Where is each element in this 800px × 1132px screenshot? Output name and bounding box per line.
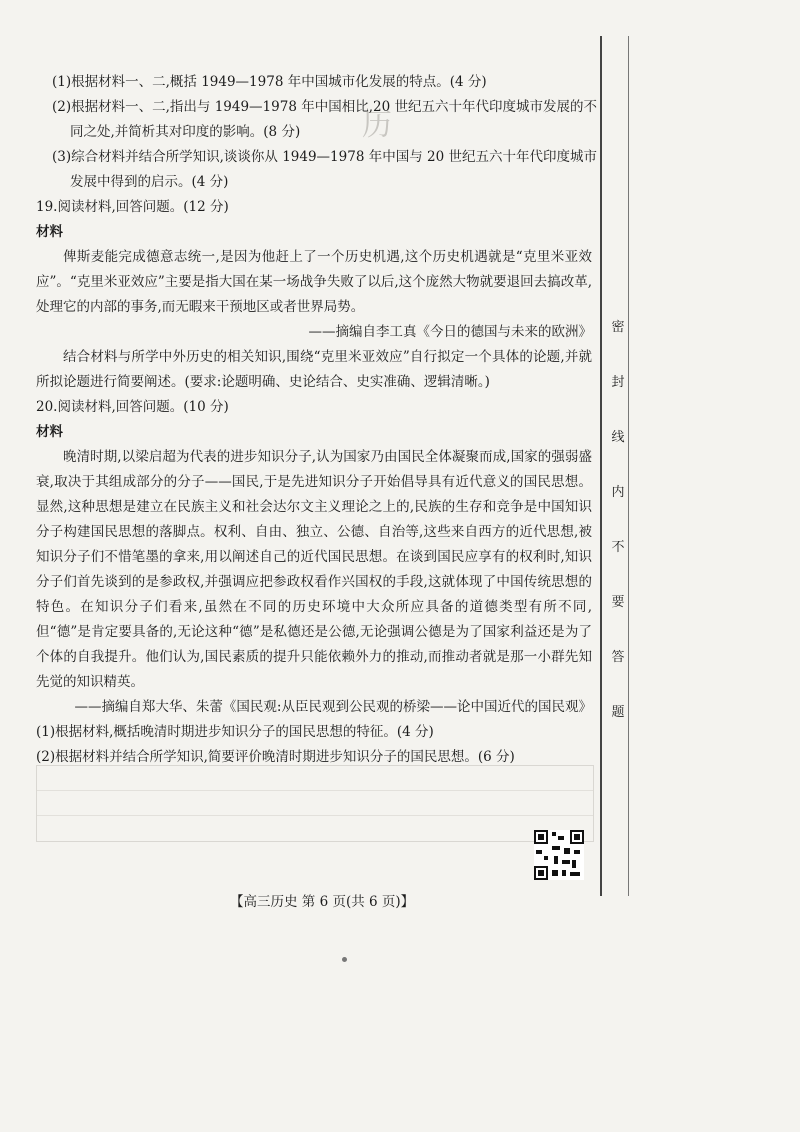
q19-material-label: 材料 xyxy=(36,224,63,240)
bleed-through-table xyxy=(36,765,594,842)
seal-warning xyxy=(606,320,630,760)
page-footer: 【高三历史 第 6 页(共 6 页)】 xyxy=(230,894,415,910)
q18-sub1: (1)根据材料一、二,概括 1949—1978 年中国城市化发展的特点。(4 分) xyxy=(52,74,487,90)
seal-char: 答 xyxy=(611,650,625,665)
seal-char: 内 xyxy=(611,485,625,500)
q19-task: 结合材料与所学中外历史的相关知识,围绕“克里米亚效应”自行拟定一个具体的论题,并就所拟论题进行简要阐述。(要求:论题明确、史论结合、史实准确、逻辑清晰。) xyxy=(36,349,592,390)
q18-sub3-line2: 发展中得到的启示。(4 分) xyxy=(70,174,229,190)
exam-content xyxy=(36,70,597,770)
q18-sub3-line1: (3)综合材料并结合所学知识,谈谈你从 1949—1978 年中国与 20 世纪五六十年代印度城市 xyxy=(52,149,597,165)
q19-header: 19.阅读材料,回答问题。(12 分) xyxy=(36,199,229,215)
seal-char: 封 xyxy=(611,375,625,390)
q20-sub2: (2)根据材料并结合所学知识,简要评价晚清时期进步知识分子的国民思想。(6 分) xyxy=(36,749,515,765)
seal-char: 题 xyxy=(611,705,625,720)
q20-source: ——摘编自郑大华、朱蕾《国民观:从臣民观到公民观的桥梁——论中国近代的国民观》 xyxy=(74,699,592,715)
q20-sub1: (1)根据材料,概括晚清时期进步知识分子的国民思想的特征。(4 分) xyxy=(36,724,434,740)
seal-char: 密 xyxy=(611,320,625,335)
q20-material-label: 材料 xyxy=(36,424,63,440)
q19-source: ——摘编自李工真《今日的德国与未来的欧洲》 xyxy=(308,324,592,340)
seal-line xyxy=(600,36,602,896)
q19-passage: 俾斯麦能完成德意志统一,是因为他赶上了一个历史机遇,这个历史机遇就是“克里米亚效应”。“克里米亚效应”主要是指大国在某一场战争失败了以后,这个庞然大物就要退回去搞改革,处理它的内部的事务,而无暇来干预地区或者世界局势。 xyxy=(36,249,592,315)
q20-header: 20.阅读材料,回答问题。(10 分) xyxy=(36,399,229,415)
bleed-through-mark: 历 xyxy=(362,108,392,143)
seal-char: 要 xyxy=(611,595,625,610)
q18-sub2-line1: (2)根据材料一、二,指出与 1949—1978 年中国相比,20 世纪五六十年代印度城市发展的不 xyxy=(52,99,597,115)
q20-passage: 晚清时期,以梁启超为代表的进步知识分子,认为国家乃由国民全体凝聚而成,国家的强弱盛衰,取决于其组成部分的分子——国民,于是先进知识分子开始倡导具有近代意义的国民思想。显然,这种思想是建立在民族主义和社会达尔文主义理论之上的,民族的生存和竞争是中国知识分子构建国民思想的落脚点。权利、自由、独立、公德、自治等,这些来自西方的近代思想,被知识分子们不惜笔墨的拿来,用以阐述自己的近代国民思想。在谈到国民应享有的权利时,知识分子们首先谈到的是参政权,并强调应把参政权看作兴国权的手段,这就体现了中国传统思想的特色。在知识分子们看来,虽然在不同的历史环境中大众所应具备的道德类型有所不同,但“德”是肯定要具备的,无论这种“德”是私德还是公德,无论强调公德是为了国家利益还是为了个体的自我提升。他们认为,国民素质的提升只能依赖外力的推动,而推动者就是那一小群先知先觉的知识精英。 xyxy=(36,449,592,690)
q18-sub2-line2: 同之处,并简析其对印度的影响。(8 分) xyxy=(70,124,301,140)
seal-char: 不 xyxy=(611,540,625,555)
seal-char: 线 xyxy=(611,430,625,445)
speck-mark xyxy=(342,957,347,962)
qr-code xyxy=(534,830,584,880)
